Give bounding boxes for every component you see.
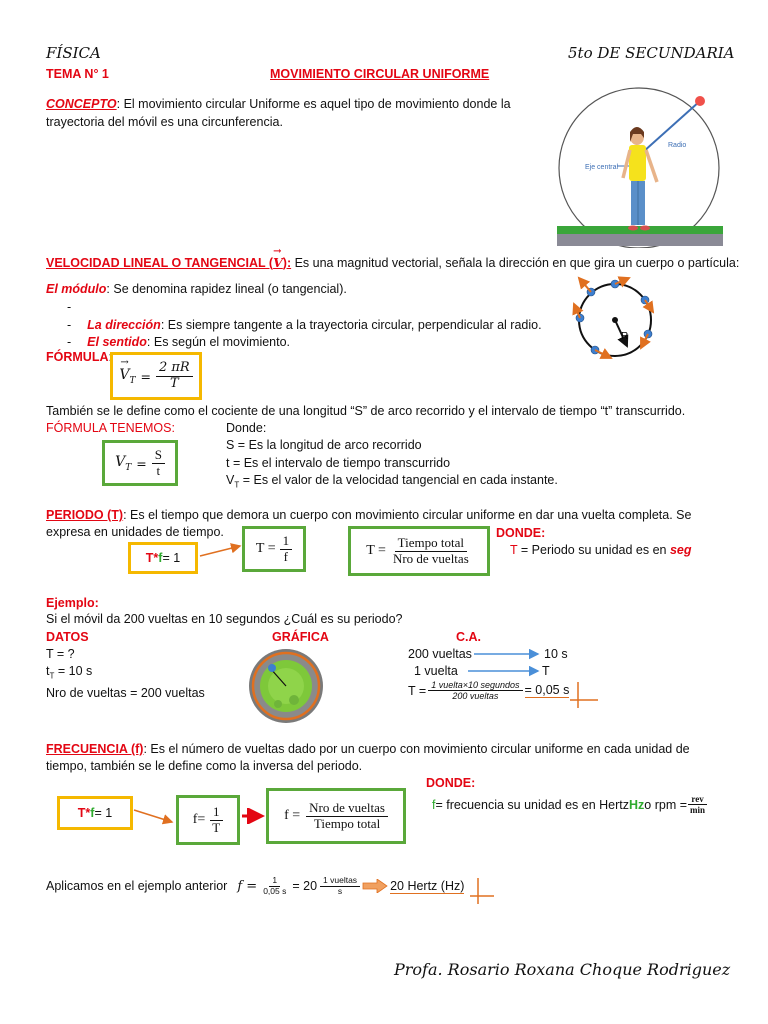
- person-figure: [623, 127, 657, 231]
- concepto-paragraph: [46, 95, 516, 131]
- circular-motion-figure: [553, 82, 725, 248]
- f-formula-box: f = $\frac{\text{Nro de vueltas}}{\text{Tiempo total}}$: [266, 788, 406, 844]
- periodo-heading: PERIODO (T): [46, 508, 124, 522]
- concepto-text: : El movimiento circular Uniforme es aquel tipo de movimiento donde la trayectoria del móvil es una circunferencia.: [46, 97, 511, 129]
- sentido-label: El sentido: [87, 335, 147, 349]
- grafica-label: GRÁFICA: [272, 630, 329, 644]
- ground-strip: [557, 234, 723, 246]
- periodo-definition: T = Periodo su unidad es en seg: [510, 543, 692, 557]
- page-title: MOVIMIENTO CIRCULAR UNIFORME: [270, 67, 490, 81]
- eje-label: Eje central: [585, 164, 619, 171]
- arrow-tf-to-t: [198, 540, 244, 560]
- donde-label: Donde:: [226, 421, 267, 435]
- concepto-label: CONCEPTO: [46, 97, 117, 111]
- ca-arrow-2: [466, 665, 544, 677]
- tambien-text: También se le define como el cociente de una longitud “S” de arco recorrido y el intervalo de tiempo “t” transcurrido.: [46, 404, 686, 418]
- formula-vt-lhs: → $V_T$: [119, 356, 136, 386]
- radio-label: Radio: [668, 142, 687, 149]
- ca-row3: T = $\frac{\text{1 vuelta×10 segundos}}{\text{200 vueltas}}$ = 0,05 s: [408, 680, 570, 702]
- result-arrow: [362, 879, 388, 893]
- ca-row1-right: 10 s: [544, 647, 568, 661]
- s-definition: S = Es la longitud de arco recorrido: [226, 438, 422, 452]
- grafica-disc: [248, 648, 324, 724]
- ca-label: C.A.: [456, 630, 481, 644]
- vt-definition: $V_T = Es$ el valor de la velocidad tangencial en cada instante.: [226, 473, 558, 490]
- grade-title: 5to DE SECUNDARIA: [568, 44, 735, 62]
- sentido-text: : Es según el movimiento.: [146, 335, 291, 349]
- direccion-text: : Es siempre tangente a la trayectoria circular, perpendicular al radio.: [160, 318, 542, 332]
- t-definition: t = Es el intervalo de tiempo transcurrido: [226, 456, 451, 470]
- formula-vt-box: → $V_T$ = $\frac{2 \pi R}{T}$: [110, 352, 202, 400]
- bullet-dash: -: [67, 335, 72, 349]
- formula-vt-s-fraction: $\frac{S}{t}$: [152, 448, 165, 479]
- dato-t: T = ?: [46, 647, 75, 661]
- frecuencia-definition: f = frecuencia su unidad es en Hertz Hz o rpm = $\frac{\text{rev}}{\min}$: [432, 794, 706, 816]
- ca-arrow-1: [472, 648, 544, 660]
- formula-vt-s-box: $V_T$ = $\frac{S}{t}$: [102, 440, 178, 486]
- velocidad-text: Es una magnitud vectorial, señala la dirección en que gira un cuerpo o partícula:: [291, 256, 740, 270]
- direccion-line: [67, 318, 542, 332]
- grass-strip: [557, 226, 723, 234]
- t-inverse-box: T = $\frac{1}{f}$: [242, 526, 306, 572]
- modulo-line: [46, 282, 347, 296]
- velocidad-heading-close: ):: [282, 256, 292, 270]
- ejemplo-heading: Ejemplo:: [46, 596, 99, 610]
- periodo-text: : Es el tiempo que demora un cuerpo con movimiento circular uniforme en dar una vuelta completa. Se expresa en unidades de tiempo.: [46, 508, 692, 539]
- ca-row1-left: 200 vueltas: [408, 647, 472, 661]
- modulo-text: : Se denomina rapidez lineal (o tangencial).: [106, 282, 347, 296]
- ca-row2-right: T: [542, 664, 550, 678]
- result-mark-1: [570, 680, 600, 710]
- tf-box: T* f = 1: [128, 542, 198, 574]
- velocidad-symbol: V →: [273, 246, 283, 270]
- frecuencia-heading: FRECUENCIA (f): [46, 742, 144, 756]
- tf-box-2: T* f = 1: [57, 796, 133, 830]
- tangent-velocity-figure: [565, 274, 661, 366]
- t-formula-box: T = $\frac{\text{Tiempo total}}{\text{Nro de vueltas}}$: [348, 526, 490, 576]
- tema-label: TEMA N° 1: [46, 67, 109, 81]
- mobile-ball: [695, 96, 705, 106]
- subject-title: FÍSICA: [46, 44, 101, 62]
- bullet-empty: -: [67, 300, 72, 314]
- velocidad-heading: VELOCIDAD LINEAL O TANGENCIAL (: [46, 256, 274, 270]
- r-label: R: [621, 331, 629, 342]
- formula-vt-fraction: $\frac{2 \pi R}{T}$: [156, 361, 193, 392]
- f-inverse-box: f= $\frac{1}{T}$: [176, 795, 240, 845]
- ejemplo-question: Si el móvil da 200 vueltas en 10 segundos ¿Cuál es su periodo?: [46, 612, 403, 626]
- frecuencia-donde: DONDE:: [426, 776, 476, 790]
- arrow-tf-to-f: [132, 806, 178, 830]
- aplicamos-line: Aplicamos en el ejemplo anterior f = $\frac{1}{0,05 s}$ = 20 $\frac{\text{1 vueltas}}{s}$ 20 Hertz (Hz): [46, 875, 465, 896]
- ca-row2-left: 1 vuelta: [414, 664, 458, 678]
- sentido-line: [67, 335, 290, 349]
- frecuencia-text: : Es el número de vueltas dado por un cuerpo con movimiento circular uniforme en cada unidad de tiempo, también se le define como la inversa del periodo.: [46, 742, 690, 773]
- formula-tenemos-label: FÓRMULA TENEMOS:: [46, 421, 175, 435]
- modulo-label: El módulo: [46, 282, 107, 296]
- bullet-dash: -: [67, 318, 72, 332]
- formula-label: FÓRMULA:: [46, 350, 112, 364]
- result-mark-2: [470, 876, 496, 906]
- dato-tt: $t_T = 10$ s: [46, 664, 93, 681]
- frecuencia-paragraph: [46, 741, 726, 775]
- datos-label: DATOS: [46, 630, 89, 644]
- author-signature: Profa. Rosario Roxana Choque Rodriguez: [394, 960, 731, 979]
- direccion-label: La dirección: [87, 318, 161, 332]
- velocidad-line: [46, 246, 740, 270]
- dato-vueltas: Nro de vueltas = 200 vueltas: [46, 686, 205, 700]
- periodo-donde: DONDE:: [496, 526, 546, 540]
